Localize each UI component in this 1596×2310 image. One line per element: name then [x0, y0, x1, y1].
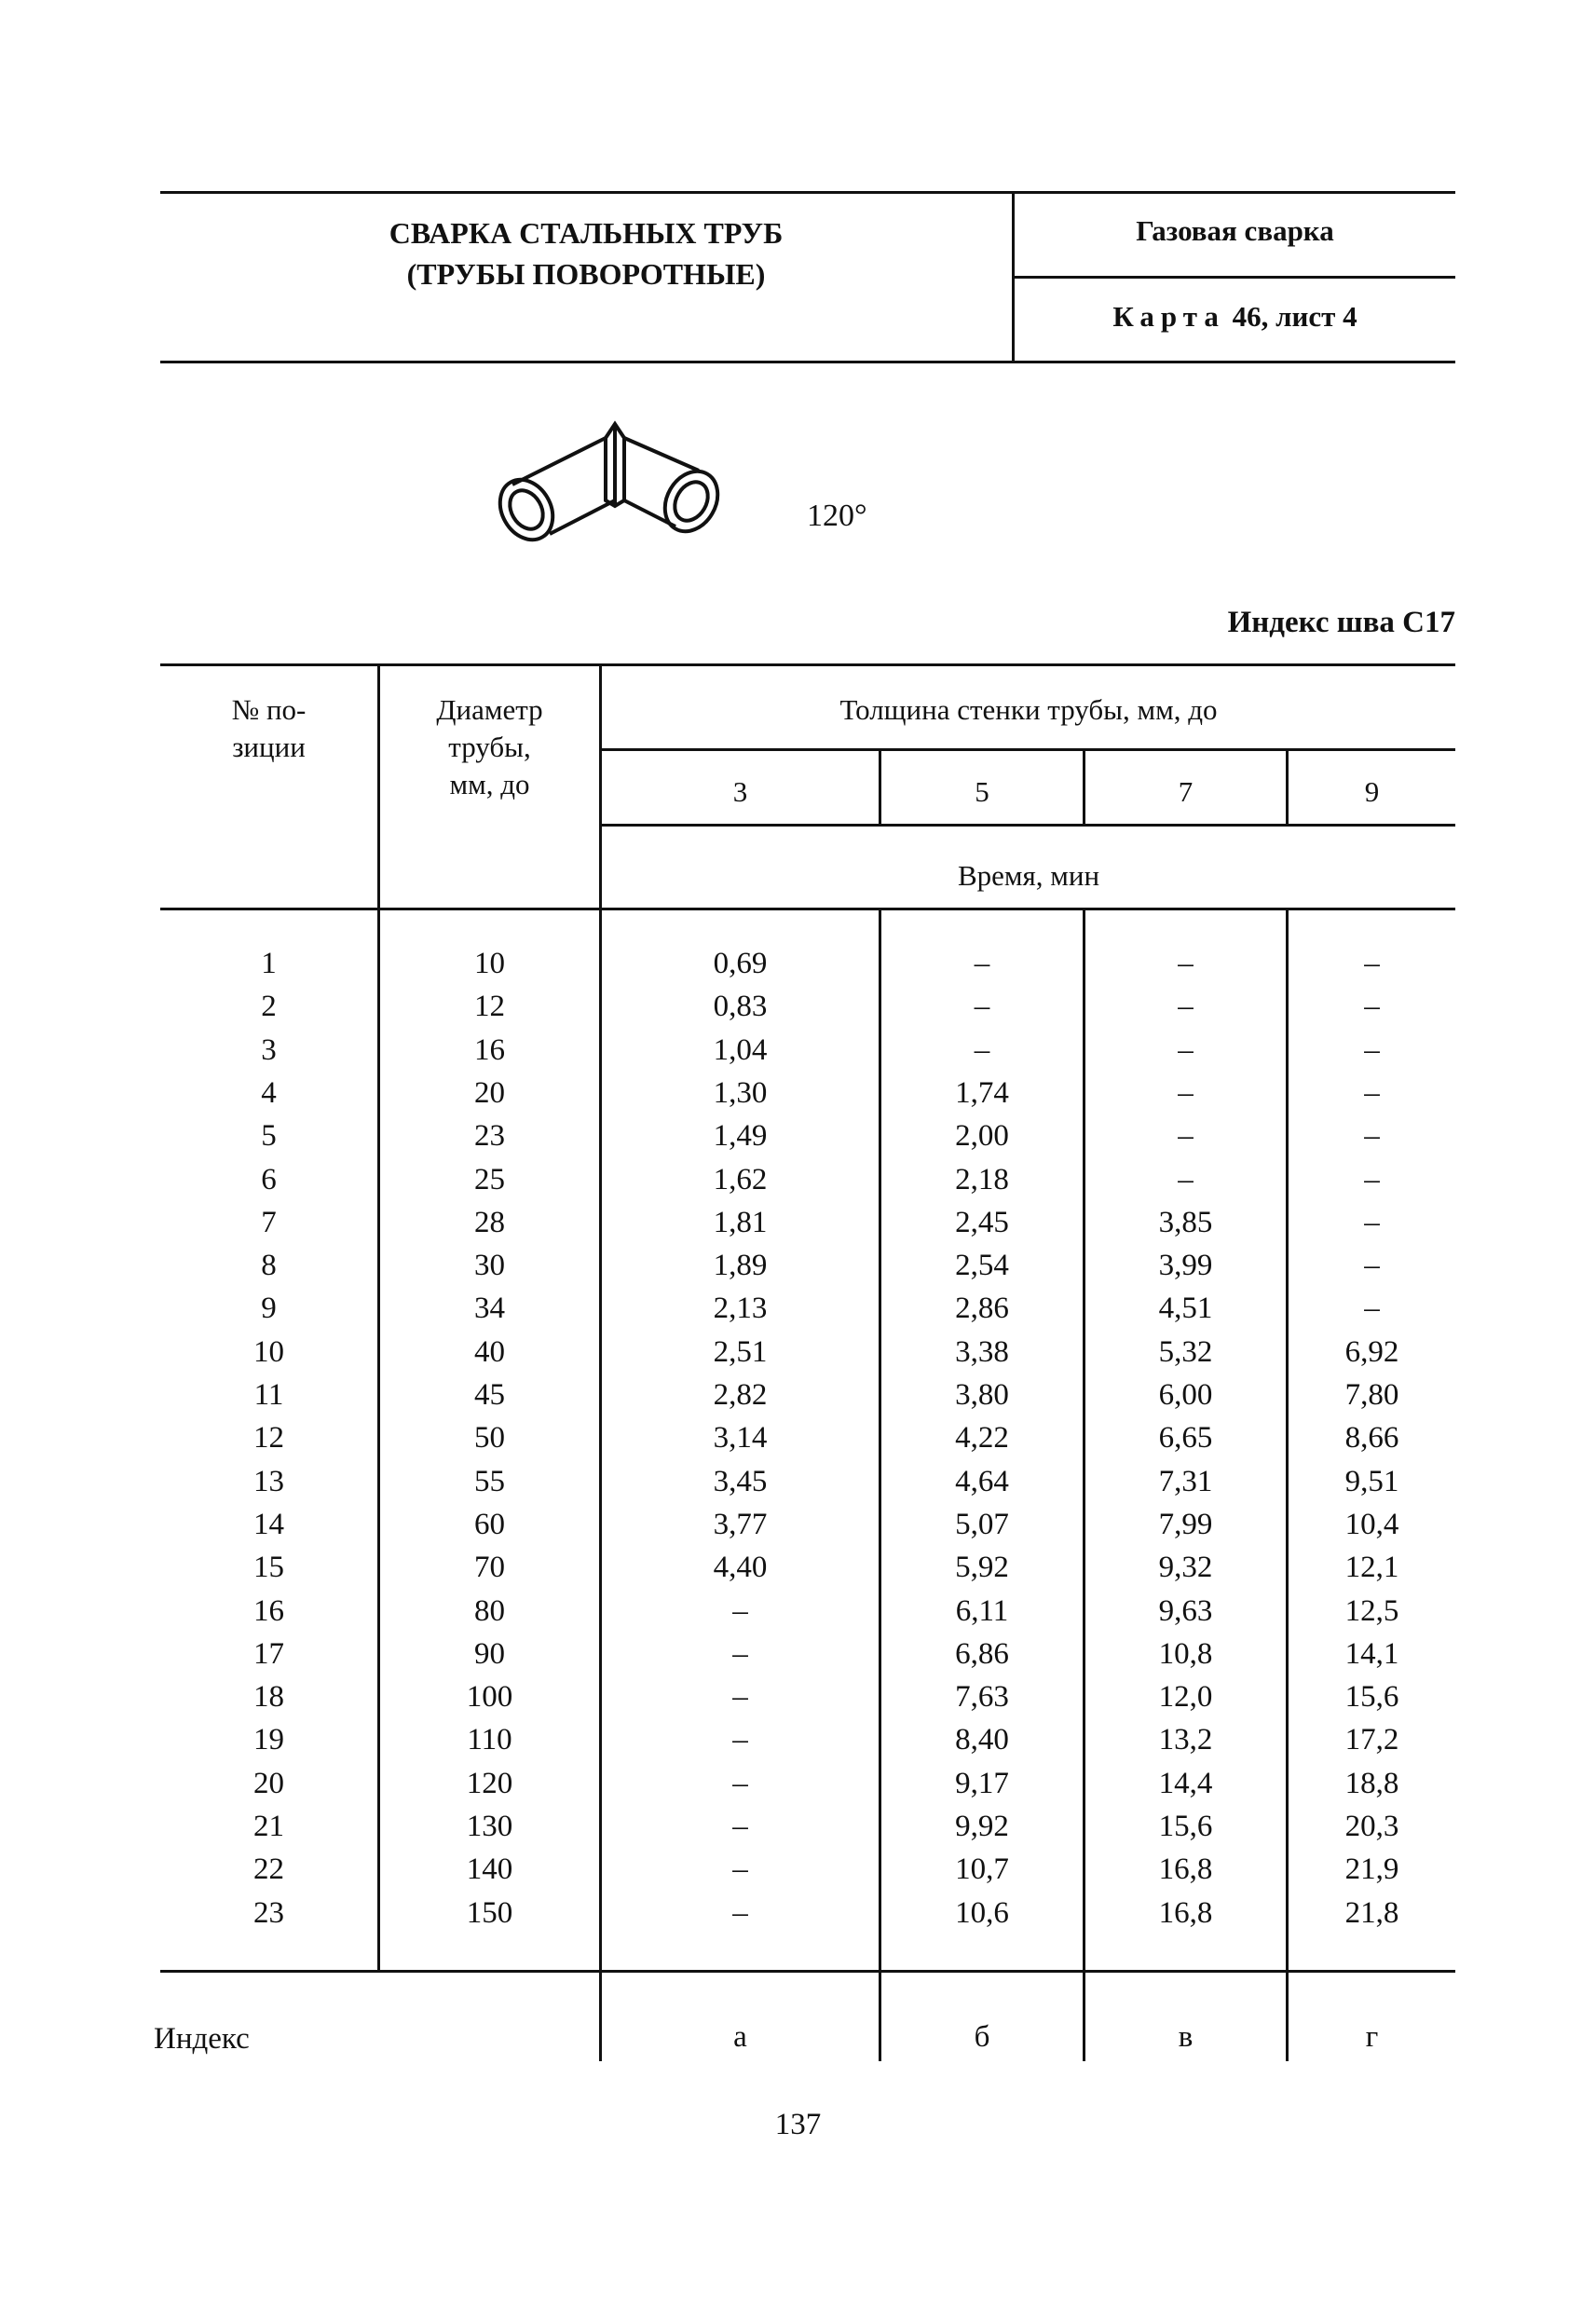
cell-diameter: 70	[474, 1551, 505, 1584]
header-right-rule	[1012, 276, 1455, 279]
cell-wall-7: –	[1178, 1119, 1194, 1153]
cell-wall-5: –	[974, 947, 990, 980]
cell-position: 17	[253, 1637, 284, 1671]
cell-wall-7: 3,99	[1158, 1249, 1213, 1282]
cell-diameter: 28	[474, 1206, 505, 1239]
cell-wall-7: 16,8	[1158, 1896, 1213, 1930]
cell-wall-3: –	[732, 1637, 748, 1671]
cell-wall-9: 14,1	[1344, 1637, 1399, 1671]
cell-position: 22	[253, 1852, 284, 1886]
cell-wall-9: 21,8	[1344, 1896, 1399, 1930]
cell-wall-7: –	[1178, 1076, 1194, 1110]
cell-wall-7: 6,00	[1158, 1378, 1213, 1412]
cell-wall-9: 8,66	[1344, 1421, 1399, 1455]
cell-wall-5: 7,63	[955, 1680, 1009, 1714]
col-header-diameter-line2: трубы,	[448, 731, 531, 763]
cell-wall-9: –	[1364, 990, 1380, 1023]
index-value-b: б	[974, 2020, 990, 2054]
cell-diameter: 130	[466, 1810, 513, 1843]
cell-position: 4	[261, 1076, 277, 1110]
index-label: Индекс	[154, 2022, 250, 2056]
wall-values-rule	[601, 824, 1455, 827]
cell-wall-7: 3,85	[1158, 1206, 1213, 1239]
cell-wall-3: 1,81	[713, 1206, 768, 1239]
wall-thickness-header: Толщина стенки трубы, мм, до	[839, 693, 1218, 726]
cell-wall-3: 1,04	[713, 1033, 768, 1067]
cell-position: 20	[253, 1767, 284, 1800]
cell-diameter: 30	[474, 1249, 505, 1282]
cell-wall-3: –	[732, 1852, 748, 1886]
cell-wall-3: 3,45	[713, 1465, 768, 1498]
cell-wall-7: 16,8	[1158, 1852, 1213, 1886]
col-header-position	[160, 691, 377, 766]
cell-wall-7: 7,31	[1158, 1465, 1213, 1498]
cell-wall-3: –	[732, 1896, 748, 1930]
cell-wall-9: –	[1364, 1206, 1380, 1239]
cell-wall-5: 8,40	[955, 1723, 1009, 1756]
cell-wall-5: 3,38	[955, 1335, 1009, 1369]
cell-wall-9: 10,4	[1344, 1508, 1399, 1541]
cell-wall-5: 2,18	[955, 1163, 1009, 1196]
col-header-diameter	[380, 691, 599, 803]
cell-wall-5: 6,11	[955, 1594, 1009, 1628]
wall-value-3: 3	[732, 775, 748, 808]
cell-wall-5: 2,00	[955, 1119, 1009, 1153]
header-bottom-rule	[160, 361, 1455, 363]
wall-value-5: 5	[975, 775, 989, 808]
cell-position: 13	[253, 1465, 284, 1498]
cell-wall-9: –	[1364, 1119, 1380, 1153]
cell-diameter: 60	[474, 1508, 505, 1541]
cell-position: 16	[253, 1594, 284, 1628]
cell-position: 11	[253, 1378, 284, 1412]
cell-wall-9: –	[1364, 1033, 1380, 1067]
cell-position: 3	[261, 1033, 277, 1067]
cell-wall-9: 17,2	[1344, 1723, 1399, 1756]
cell-wall-3: 1,49	[713, 1119, 768, 1153]
cell-wall-5: 4,64	[955, 1465, 1009, 1498]
cell-position: 6	[261, 1163, 277, 1196]
cell-wall-7: –	[1178, 1163, 1194, 1196]
cell-wall-3: 0,69	[713, 947, 768, 980]
cell-wall-7: 9,63	[1158, 1594, 1213, 1628]
cell-wall-9: –	[1364, 1163, 1380, 1196]
cell-wall-5: 9,17	[955, 1767, 1009, 1800]
cell-wall-3: 3,77	[713, 1508, 768, 1541]
header-end-rule	[160, 908, 1455, 910]
index-value-a: а	[733, 2020, 747, 2054]
cell-wall-3: –	[732, 1594, 748, 1628]
cell-wall-9: 18,8	[1344, 1767, 1399, 1800]
cell-diameter: 120	[466, 1767, 513, 1800]
index-value-v: в	[1178, 2020, 1194, 2054]
cell-wall-3: 3,14	[713, 1421, 768, 1455]
cell-wall-9: –	[1364, 1292, 1380, 1325]
cell-position: 15	[253, 1551, 284, 1584]
category-label: Газовая сварка	[1136, 214, 1334, 247]
cell-wall-5: 9,92	[955, 1810, 1009, 1843]
cell-wall-5: 5,92	[955, 1551, 1009, 1584]
cell-position: 5	[261, 1119, 277, 1153]
cell-wall-7: 14,4	[1158, 1767, 1213, 1800]
cell-wall-7: 10,8	[1158, 1637, 1213, 1671]
cell-wall-9: 21,9	[1344, 1852, 1399, 1886]
cell-wall-9: 12,5	[1344, 1594, 1399, 1628]
table-bottom-rule	[160, 1970, 1455, 1973]
cell-position: 9	[261, 1292, 277, 1325]
cell-diameter: 55	[474, 1465, 505, 1498]
page-number: 137	[774, 2108, 822, 2141]
cell-position: 10	[253, 1335, 284, 1369]
col-header-position-line2: зиции	[232, 731, 306, 763]
cell-diameter: 140	[466, 1852, 513, 1886]
cell-diameter: 10	[474, 947, 505, 980]
cell-position: 2	[261, 990, 277, 1023]
cell-position: 12	[253, 1421, 284, 1455]
wall-value-9: 9	[1364, 775, 1380, 808]
cell-wall-7: –	[1178, 947, 1194, 980]
cell-wall-7: 12,0	[1158, 1680, 1213, 1714]
cell-position: 1	[261, 947, 277, 980]
cell-diameter: 100	[466, 1680, 513, 1714]
col-header-diameter-line1: Диаметр	[436, 693, 543, 726]
cell-wall-5: 2,86	[955, 1292, 1009, 1325]
cell-wall-5: 2,54	[955, 1249, 1009, 1282]
cell-diameter: 80	[474, 1594, 505, 1628]
cell-wall-7: 15,6	[1158, 1810, 1213, 1843]
cell-position: 21	[253, 1810, 284, 1843]
page-title	[160, 212, 1012, 294]
cell-wall-5: 4,22	[955, 1421, 1009, 1455]
cell-position: 14	[253, 1508, 284, 1541]
table-top-rule	[160, 663, 1455, 666]
cell-position: 7	[261, 1206, 277, 1239]
cell-wall-7: 4,51	[1158, 1292, 1213, 1325]
col-header-position-line1: № по-	[231, 693, 307, 726]
cell-wall-9: –	[1364, 947, 1380, 980]
cell-diameter: 12	[474, 990, 505, 1023]
cell-diameter: 34	[474, 1292, 505, 1325]
cell-wall-7: 5,32	[1158, 1335, 1213, 1369]
cell-wall-3: –	[732, 1767, 748, 1800]
cell-wall-9: 7,80	[1344, 1378, 1399, 1412]
cell-wall-3: 2,13	[713, 1292, 768, 1325]
cell-wall-3: 1,89	[713, 1249, 768, 1282]
cell-wall-7: –	[1178, 990, 1194, 1023]
title-line-2: (ТРУБЫ ПОВОРОТНЫЕ)	[406, 257, 766, 291]
cell-wall-5: –	[974, 1033, 990, 1067]
cell-wall-3: –	[732, 1723, 748, 1756]
card-word: Карта	[1112, 300, 1225, 333]
cell-diameter: 16	[474, 1033, 505, 1067]
cell-diameter: 50	[474, 1421, 505, 1455]
cell-wall-7: 6,65	[1158, 1421, 1213, 1455]
cell-diameter: 90	[474, 1637, 505, 1671]
cell-wall-5: 5,07	[955, 1508, 1009, 1541]
cell-diameter: 45	[474, 1378, 505, 1412]
cell-diameter: 23	[474, 1119, 505, 1153]
cell-position: 19	[253, 1723, 284, 1756]
title-line-1: СВАРКА СТАЛЬНЫХ ТРУБ	[389, 216, 784, 250]
cell-wall-3: 4,40	[713, 1551, 768, 1584]
cell-wall-9: –	[1364, 1249, 1380, 1282]
cell-wall-9: 6,92	[1344, 1335, 1399, 1369]
cell-wall-3: –	[732, 1680, 748, 1714]
cell-wall-9: 15,6	[1344, 1680, 1399, 1714]
cell-wall-3: 2,82	[713, 1378, 768, 1412]
cell-wall-7: –	[1178, 1033, 1194, 1067]
cell-wall-5: 6,86	[955, 1637, 1009, 1671]
cell-wall-3: –	[732, 1810, 748, 1843]
index-value-g: г	[1365, 2020, 1379, 2054]
cell-wall-9: 9,51	[1344, 1465, 1399, 1498]
col-header-diameter-line3: мм, до	[449, 768, 530, 800]
cell-diameter: 25	[474, 1163, 505, 1196]
cell-wall-9: 20,3	[1344, 1810, 1399, 1843]
cell-diameter: 40	[474, 1335, 505, 1369]
cell-wall-7: 9,32	[1158, 1551, 1213, 1584]
cell-position: 18	[253, 1680, 284, 1714]
header-top-rule	[160, 191, 1455, 194]
cell-wall-7: 13,2	[1158, 1723, 1213, 1756]
cell-wall-9: 12,1	[1344, 1551, 1399, 1584]
cell-diameter: 150	[466, 1896, 513, 1930]
cell-wall-3: 1,30	[713, 1076, 768, 1110]
wall-value-7: 7	[1178, 775, 1194, 808]
cell-wall-7: 7,99	[1158, 1508, 1213, 1541]
cell-wall-5: 2,45	[955, 1206, 1009, 1239]
angle-label: 120°	[807, 499, 867, 533]
cell-wall-3: 0,83	[713, 990, 768, 1023]
card-number	[1015, 300, 1455, 334]
cell-wall-5: 3,80	[955, 1378, 1009, 1412]
cell-wall-5: –	[974, 990, 990, 1023]
wall-header-rule	[601, 748, 1455, 751]
cell-position: 8	[261, 1249, 277, 1282]
cell-diameter: 110	[467, 1723, 512, 1756]
cell-diameter: 20	[474, 1076, 505, 1110]
cell-wall-3: 2,51	[713, 1335, 768, 1369]
cell-position: 23	[253, 1896, 284, 1930]
time-header: Время, мин	[957, 859, 1100, 892]
card-sheet: 46, лист 4	[1232, 300, 1357, 333]
cell-wall-3: 1,62	[713, 1163, 768, 1196]
seam-index: Индекс шва С17	[1227, 606, 1455, 639]
cell-wall-5: 1,74	[955, 1076, 1009, 1110]
pipe-elbow-figure	[475, 396, 755, 564]
cell-wall-9: –	[1364, 1076, 1380, 1110]
cell-wall-5: 10,7	[955, 1852, 1009, 1886]
cell-wall-5: 10,6	[955, 1896, 1009, 1930]
